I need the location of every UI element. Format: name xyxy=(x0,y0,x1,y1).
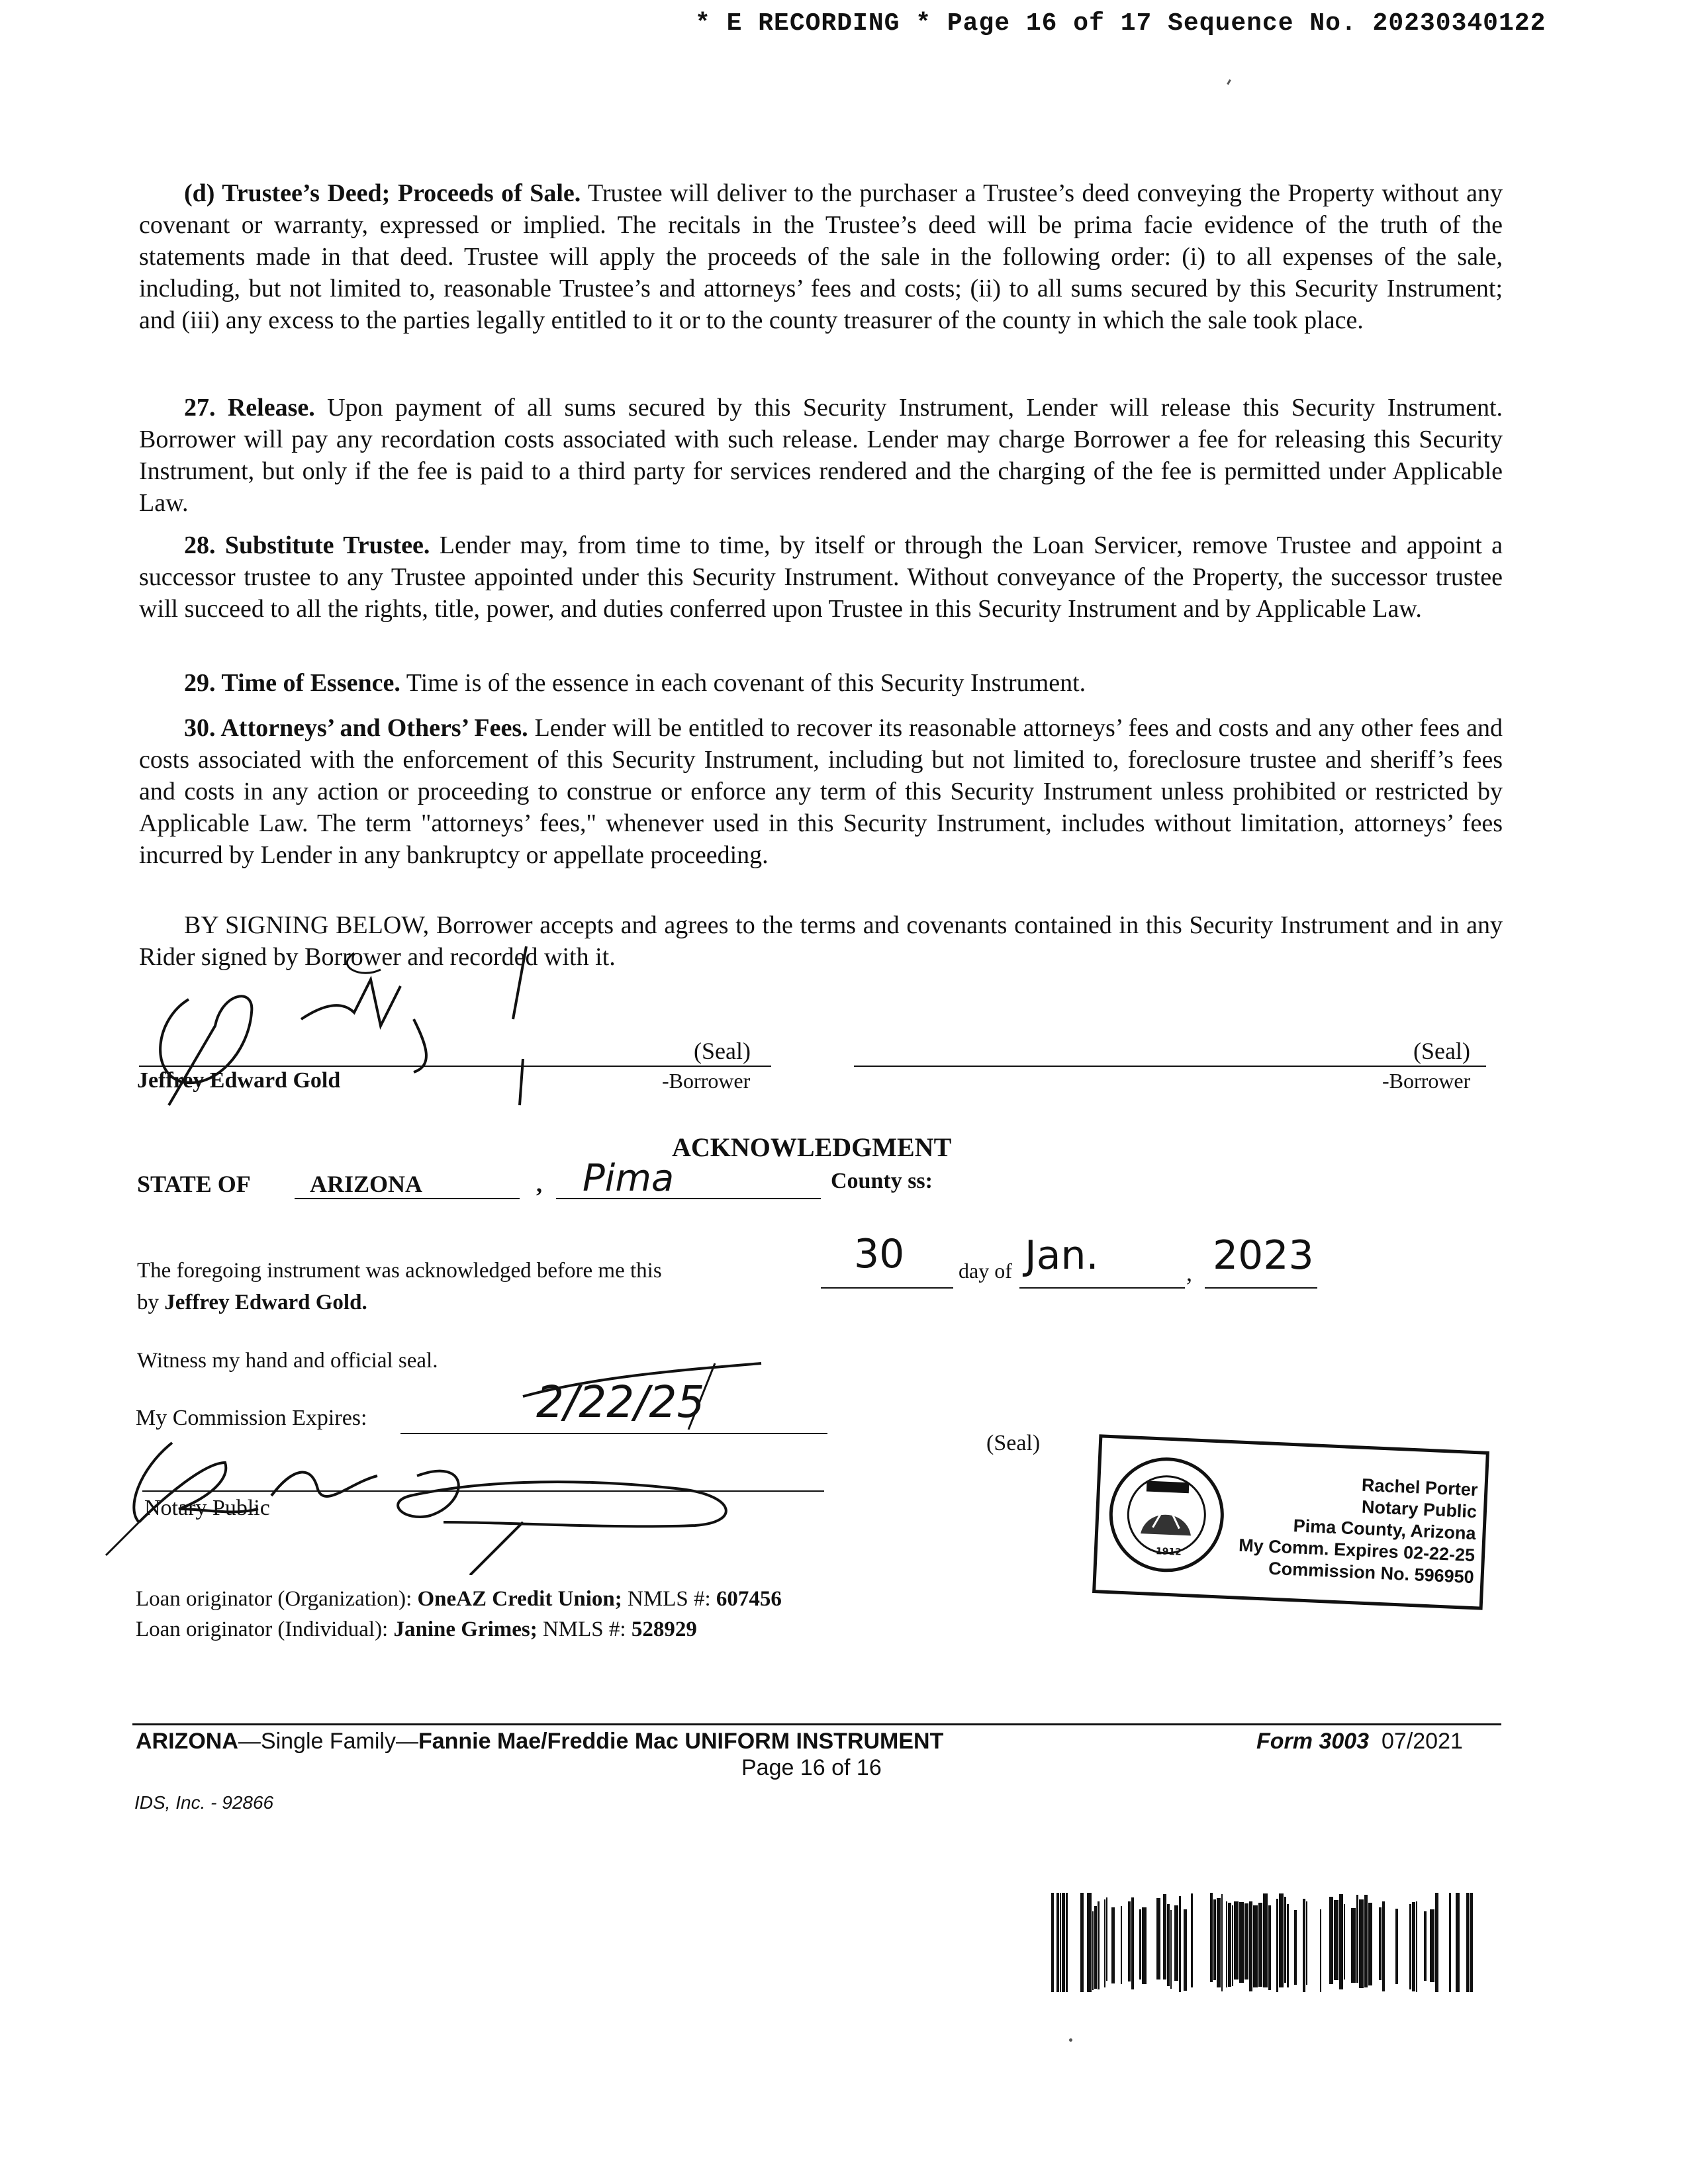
ind-nmls: 528929 xyxy=(631,1617,697,1641)
ind-label: Loan originator (Individual): xyxy=(136,1617,389,1641)
barcode-bar xyxy=(1234,1901,1239,1979)
barcode-bar xyxy=(1191,1893,1193,1987)
barcode-bar xyxy=(1179,1896,1181,1992)
stamp-line-commission: Commission No. 596950 xyxy=(1268,1558,1475,1588)
barcode-bar xyxy=(1210,1893,1213,1982)
barcode-bar xyxy=(1430,1909,1434,1982)
barcode-bar xyxy=(1174,1905,1178,1981)
seal-year: 1912 xyxy=(1155,1546,1182,1558)
by-name: Jeffrey Edward Gold. xyxy=(164,1291,367,1314)
barcode-bar xyxy=(1268,1905,1271,1990)
borrower-label: -Borrower xyxy=(662,1069,751,1093)
org-nmls: 607456 xyxy=(716,1587,782,1611)
by-prefix: by xyxy=(137,1291,159,1314)
footer-form-number: Form 3003 xyxy=(1256,1729,1370,1754)
clause-body: Trustee will deliver to the purchaser a Trustee’s deed conveying the Property without any covenant or warranty, expressed or implied. The recitals in the Trustee’s deed will be prima facie evidence of the truth of the statements made in that deed. Trustee will apply the proceeds of the sale in the following order: (i) to all expenses of the sale, including, but not limited to, reasonable Trustee’s and attorneys’ fees and costs; (ii) to all sums secured by this Security Instrument; and (iii) any excess to the parties legally entitled to it or to the county treasurer of the county in which the sale took place. xyxy=(139,179,1503,334)
stamp-line-name: Rachel Porter xyxy=(1361,1475,1479,1500)
acknowledged-by xyxy=(137,1291,367,1315)
barcode-bar xyxy=(1344,1904,1345,1979)
barcode-bar xyxy=(1080,1893,1084,1992)
barcode-bar xyxy=(1098,1901,1100,1989)
barcode-bar xyxy=(1106,1897,1107,1981)
barcode-bar xyxy=(1167,1904,1170,1986)
foregoing-text: The foregoing instrument was acknowledged before me this xyxy=(137,1259,662,1283)
clause-heading: 28. Substitute Trustee. xyxy=(184,531,430,559)
year-value: 2023 xyxy=(1213,1232,1314,1279)
footer-rule xyxy=(132,1723,1501,1725)
ind-nmls-label: NMLS #: xyxy=(542,1617,626,1641)
acknowledgment-title: ACKNOWLEDGMENT xyxy=(672,1132,952,1162)
clause-heading: (d) Trustee’s Deed; Proceeds of Sale. xyxy=(184,179,581,207)
loan-originator-organization xyxy=(136,1587,782,1612)
barcode-bar xyxy=(1092,1911,1094,1990)
footer-instrument-name: Fannie Mae/Freddie Mac UNIFORM INSTRUMENT xyxy=(418,1729,944,1754)
state-county-comma: , xyxy=(536,1171,542,1197)
stamp-line-county: Pima County, Arizona xyxy=(1293,1516,1477,1544)
county-value: Pima xyxy=(583,1157,675,1200)
ind-name: Janine Grimes; xyxy=(393,1617,538,1641)
month-value: Jan. xyxy=(1025,1232,1099,1279)
year-line xyxy=(1205,1287,1317,1289)
barcode-bar xyxy=(1226,1901,1227,1987)
clause-trustees-deed xyxy=(139,177,1503,336)
notary-label: Notary Public xyxy=(144,1496,270,1520)
clause-substitute-trustee xyxy=(139,529,1503,625)
clause-body: Time is of the essence in each covenant of this Security Instrument. xyxy=(406,669,1086,697)
barcode-bar xyxy=(1184,1909,1187,1991)
barcode-bar xyxy=(1239,1902,1244,1983)
barcode-bar xyxy=(1163,1894,1166,1979)
footer-form-date: 07/2021 xyxy=(1382,1729,1463,1754)
clause-attorneys-fees xyxy=(139,712,1503,871)
barcode-bars xyxy=(1051,1893,1473,1992)
stray-mark xyxy=(1227,79,1231,85)
barcode-bar xyxy=(1409,1904,1411,1989)
barcode xyxy=(1051,1893,1483,1992)
state-value: ARIZONA xyxy=(310,1171,423,1197)
barcode-bar xyxy=(1131,1897,1134,1989)
barcode-bar xyxy=(1395,1909,1398,1984)
clause-time-of-essence xyxy=(139,667,1503,699)
barcode-bar xyxy=(1320,1909,1321,1992)
signing-statement-text: BY SIGNING BELOW, Borrower accepts and agrees to the terms and covenants contained in this Security Instrument and in any Rider signed by Borrower and recorded with it. xyxy=(139,911,1503,971)
barcode-bar xyxy=(1303,1899,1305,1992)
barcode-bar xyxy=(1056,1893,1059,1992)
barcode-bar xyxy=(1359,1899,1364,1988)
co-borrower-label: -Borrower xyxy=(1382,1069,1471,1093)
clause-heading: 30. Attorneys’ and Others’ Fees. xyxy=(184,714,528,742)
barcode-bar xyxy=(1351,1908,1356,1983)
clause-body: Lender may, from time to time, by itself or through the Loan Servicer, remove Trustee and appoint a successor trustee to any Trustee appointed under this Security Instrument. Without conveyance of the Property, the successor trustee will succeed to all the rights, title, power, and duties conferred upon Trustee in this Security Instrument and by Applicable Law. xyxy=(139,531,1503,623)
barcode-bar xyxy=(1253,1905,1258,1987)
state-line xyxy=(295,1198,520,1199)
barcode-bar xyxy=(1258,1903,1262,1987)
barcode-bar xyxy=(1306,1901,1307,1985)
day-of-label: day of xyxy=(959,1259,1012,1283)
clause-body: Lender will be entitled to recover its reasonable attorneys’ fees and costs and any other fees and costs associated with the enforcement of this Security Instrument, including but not limited to, foreclosure trustee and sheriff’s fees and costs in any action or proceeding to construe or enforce any term of this Security Instrument unless prohibited or restricted by Applicable Law. The term "attorneys’ fees," whenever used in this Security Instrument, includes without limitation, attorneys’ fees incurred by Lender in any bankruptcy or appellate proceeding. xyxy=(139,714,1503,869)
barcode-bar xyxy=(1111,1907,1115,1983)
footer-page: Page 16 of 16 xyxy=(741,1755,882,1780)
barcode-bar xyxy=(1249,1901,1252,1991)
barcode-bar xyxy=(1424,1911,1427,1981)
barcode-bar xyxy=(1170,1910,1172,1989)
barcode-bar xyxy=(1062,1893,1065,1992)
barcode-bar xyxy=(1339,1894,1343,1989)
barcode-bar xyxy=(1329,1897,1333,1984)
barcode-bar xyxy=(1066,1893,1068,1992)
barcode-bar xyxy=(1449,1893,1451,1992)
clause-release xyxy=(139,392,1503,519)
county-line xyxy=(556,1198,821,1199)
barcode-bar xyxy=(1356,1895,1358,1983)
barcode-bar xyxy=(1104,1899,1105,1987)
barcode-bar xyxy=(1470,1893,1473,1992)
footer-form xyxy=(1256,1729,1463,1754)
barcode-bar xyxy=(1364,1895,1368,1987)
footer-instrument xyxy=(136,1729,943,1754)
footer-middle: —Single Family— xyxy=(238,1729,418,1754)
barcode-bar xyxy=(1094,1906,1097,1989)
barcode-bar xyxy=(1276,1899,1278,1992)
barcode-bar xyxy=(1087,1893,1092,1992)
barcode-bar xyxy=(1217,1898,1221,1987)
recording-header: * E RECORDING * Page 16 of 17 Sequence No. 20230340122 xyxy=(695,9,1546,38)
barcode-bar xyxy=(1294,1910,1297,1985)
loan-originator-individual xyxy=(136,1617,697,1642)
commission-value: 2/22/25 xyxy=(536,1377,705,1428)
footer-ids: IDS, Inc. - 92866 xyxy=(134,1792,274,1813)
barcode-bar xyxy=(1232,1905,1233,1986)
barcode-bar xyxy=(1368,1903,1372,1985)
arizona-seal-icon xyxy=(1104,1453,1229,1577)
barcode-bar xyxy=(1142,1907,1147,1984)
barcode-bar xyxy=(1279,1893,1284,1987)
notary-signature-line xyxy=(142,1490,824,1492)
borrower-name: Jeffrey Edward Gold xyxy=(137,1068,341,1093)
clause-body: Upon payment of all sums secured by this Security Instrument, Lender will release this Security Instrument. Borrower will pay any recordation costs associated with such release. Lender may charge Borrower a fee for releasing this Security Instrument, but only if the fee is paid to a third party for services rendered and the charging of the fee is permitted under Applicable Law. xyxy=(139,394,1503,517)
barcode-bar xyxy=(1263,1893,1268,1987)
barcode-bar xyxy=(1213,1899,1216,1980)
barcode-bar xyxy=(1379,1907,1382,1980)
footer-state: ARIZONA xyxy=(136,1729,238,1754)
witness-text: Witness my hand and official seal. xyxy=(137,1349,438,1373)
stray-mark xyxy=(1069,2038,1072,2042)
notary-stamp xyxy=(1092,1434,1489,1610)
barcode-bar xyxy=(1060,1893,1061,1992)
stamp-line-expires: My Comm. Expires 02-22-25 xyxy=(1238,1535,1476,1566)
barcode-bar xyxy=(1287,1904,1289,1987)
stamp-text xyxy=(1222,1469,1478,1588)
clause-heading: 29. Time of Essence. xyxy=(184,669,400,697)
barcode-bar xyxy=(1244,1903,1248,1979)
barcode-bar xyxy=(1128,1901,1131,1981)
barcode-bar xyxy=(1228,1903,1231,1987)
org-name: OneAZ Credit Union; xyxy=(417,1587,622,1611)
barcode-bar xyxy=(1284,1897,1286,1983)
barcode-bar xyxy=(1466,1893,1469,1992)
day-value: 30 xyxy=(854,1231,905,1277)
barcode-bar xyxy=(1121,1906,1122,1984)
org-label: Loan originator (Organization): xyxy=(136,1587,412,1611)
barcode-bar xyxy=(1382,1901,1385,1991)
county-label: County ss: xyxy=(831,1169,933,1193)
barcode-bar xyxy=(1412,1902,1415,1991)
month-line xyxy=(1019,1287,1185,1289)
commission-label: My Commission Expires: xyxy=(136,1406,367,1430)
barcode-bar xyxy=(1139,1909,1141,1979)
borrower-signature-line xyxy=(139,1066,771,1067)
clause-heading: 27. Release. xyxy=(184,394,315,422)
notary-seal-label: (Seal) xyxy=(986,1431,1041,1455)
barcode-bar xyxy=(1435,1893,1438,1992)
barcode-bar xyxy=(1456,1893,1460,1992)
barcode-bar xyxy=(1334,1900,1338,1980)
borrower-seal-label: (Seal) xyxy=(694,1038,751,1064)
barcode-bar xyxy=(1416,1901,1417,1992)
stamp-line-title: Notary Public xyxy=(1361,1496,1477,1522)
barcode-bar xyxy=(1156,1898,1160,1979)
state-label: STATE OF xyxy=(137,1171,251,1197)
co-borrower-seal-label: (Seal) xyxy=(1413,1038,1470,1064)
barcode-bar xyxy=(1221,1894,1223,1991)
org-nmls-label: NMLS #: xyxy=(628,1587,711,1611)
month-year-comma: , xyxy=(1186,1259,1192,1286)
day-line xyxy=(821,1287,953,1289)
barcode-bar xyxy=(1051,1893,1054,1992)
co-borrower-signature-line xyxy=(854,1066,1486,1067)
